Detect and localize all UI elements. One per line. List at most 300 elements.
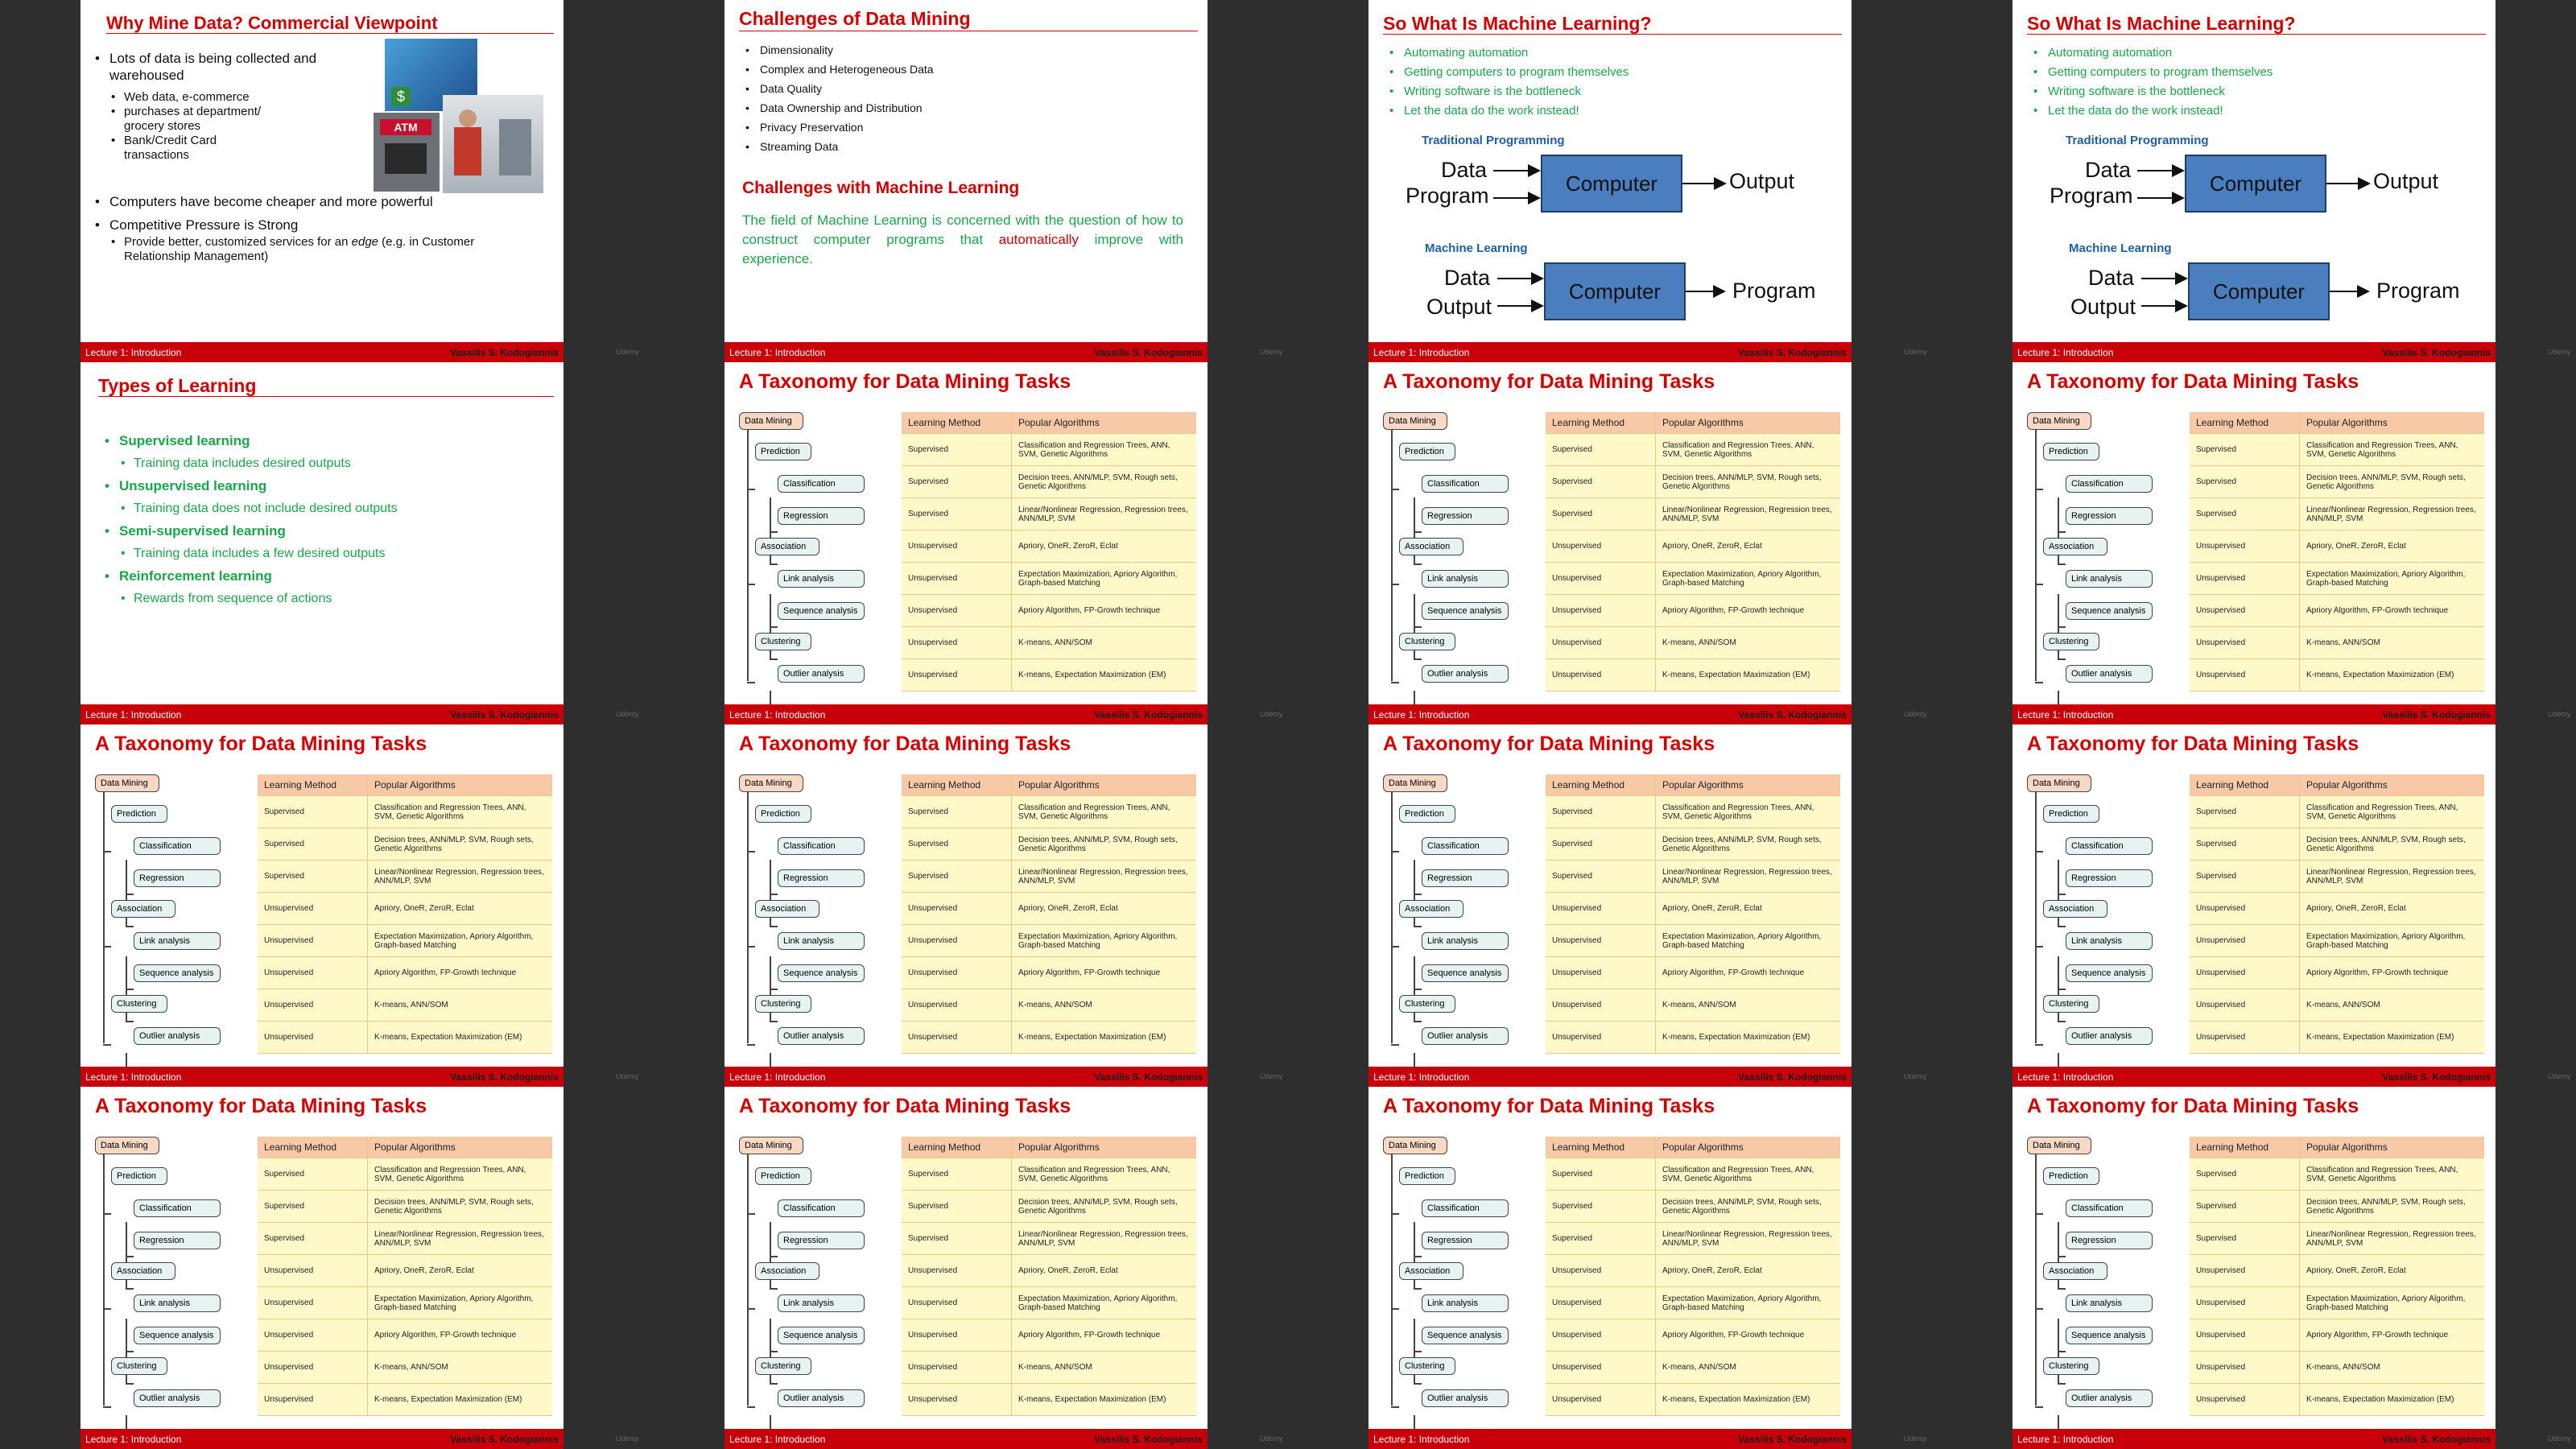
- method-cell: Unsupervised: [902, 1352, 1012, 1384]
- table-row: [1546, 1022, 1840, 1054]
- slide-title: So What Is Machine Learning?: [1383, 13, 1652, 34]
- bullet-pressure: • Competitive Pressure is Strong: [92, 217, 551, 233]
- node-sequence-analysis: Sequence analysis: [1422, 964, 1509, 982]
- method-cell: Unsupervised: [258, 1384, 368, 1416]
- algo-cell: Apriory, OneR, ZeroR, Eclat: [1656, 1255, 1841, 1287]
- algo-cell: Classification and Regression Trees, ANN, SVM, Genetic Algorithms: [1656, 434, 1841, 466]
- algo-cell: Decision trees, ANN/MLP, SVM, Rough sets, Genetic Algorithms: [1012, 466, 1197, 498]
- slide-taxonomy[interactable]: [724, 724, 1208, 1087]
- algo-cell: Decision trees, ANN/MLP, SVM, Rough sets, Genetic Algorithms: [2300, 828, 2485, 861]
- method-cell: Supervised: [902, 1191, 1012, 1223]
- table-row: [2190, 659, 2484, 691]
- udemy-watermark: Udemy: [2548, 1435, 2571, 1443]
- table-row: [902, 466, 1196, 498]
- node-classification: Classification: [778, 837, 865, 855]
- node-data-mining: Data Mining: [739, 774, 803, 792]
- table-row: [2190, 1384, 2484, 1416]
- algo-cell: K-means, Expectation Maximization (EM): [1656, 659, 1841, 691]
- table-row: [258, 1022, 552, 1054]
- slide-taxonomy[interactable]: [724, 362, 1208, 724]
- algo-cell: Decision trees, ANN/MLP, SVM, Rough sets, Genetic Algorithms: [1656, 1191, 1841, 1223]
- node-link-analysis: Link analysis: [1422, 932, 1509, 950]
- col-learning-method: Learning Method: [2190, 774, 2300, 796]
- node-clustering: Clustering: [755, 633, 811, 650]
- node-link-analysis: Link analysis: [1422, 570, 1509, 588]
- node-classification: Classification: [2066, 837, 2153, 855]
- method-cell: Unsupervised: [902, 925, 1012, 957]
- footer-lecture: Lecture 1: Introduction: [729, 346, 826, 358]
- method-cell: Supervised: [2190, 1191, 2300, 1223]
- algo-cell: Classification and Regression Trees, ANN, SVM, Genetic Algorithms: [1012, 434, 1197, 466]
- node-link-analysis: Link analysis: [778, 570, 865, 588]
- node-link-analysis: Link analysis: [2066, 570, 2153, 588]
- type-semi-supervised: • Semi-supervised learning: [101, 520, 398, 543]
- bullet-computers: • Computers have become cheaper and more powerful: [92, 193, 551, 210]
- node-clustering: Clustering: [1399, 1357, 1455, 1375]
- col-learning-method: Learning Method: [902, 1137, 1012, 1158]
- method-cell: Unsupervised: [902, 530, 1012, 563]
- machine-learning-label: Machine Learning: [2069, 242, 2172, 255]
- table-row: [2190, 989, 2484, 1022]
- algorithms-table: [2190, 1137, 2484, 1416]
- algo-cell: Classification and Regression Trees, ANN, SVM, Genetic Algorithms: [1656, 796, 1841, 828]
- algo-cell: Apriory Algorithm, FP-Growth technique: [2300, 595, 2485, 627]
- table-row: [902, 1158, 1196, 1191]
- footer-author: Vassilis S. Kodogiannis: [1738, 708, 1847, 720]
- table-row: [2190, 466, 2484, 498]
- dollar-icon: $: [391, 87, 411, 106]
- node-classification: Classification: [1422, 837, 1509, 855]
- footer-lecture: Lecture 1: Introduction: [85, 346, 182, 358]
- algo-cell: Classification and Regression Trees, ANN, SVM, Genetic Algorithms: [1012, 1158, 1197, 1191]
- algo-cell: Expectation Maximization, Apriory Algorithm, Graph-based Matching: [1656, 1287, 1841, 1319]
- algo-cell: K-means, Expectation Maximization (EM): [1012, 659, 1197, 691]
- node-prediction: Prediction: [755, 1167, 811, 1185]
- col-learning-method: Learning Method: [258, 774, 368, 796]
- node-classification: Classification: [134, 1199, 221, 1217]
- method-cell: Unsupervised: [2190, 989, 2300, 1022]
- slide-taxonomy[interactable]: [2013, 362, 2496, 724]
- slide-types-of-learning[interactable]: [80, 362, 564, 724]
- node-prediction: Prediction: [2043, 1167, 2099, 1185]
- algo-cell: Linear/Nonlinear Regression, Regression trees, ANN/MLP, SVM: [1012, 498, 1197, 530]
- input-program-label: Program: [2050, 184, 2133, 208]
- node-outlier-analysis: Outlier analysis: [778, 1389, 865, 1407]
- node-prediction: Prediction: [2043, 443, 2099, 460]
- node-outlier-analysis: Outlier analysis: [1422, 665, 1509, 683]
- table-row: [902, 434, 1196, 466]
- node-outlier-analysis: Outlier analysis: [2066, 665, 2153, 683]
- algo-cell: Classification and Regression Trees, ANN, SVM, Genetic Algorithms: [368, 1158, 553, 1191]
- method-cell: Unsupervised: [2190, 563, 2300, 595]
- algo-cell: K-means, ANN/SOM: [2300, 989, 2485, 1022]
- tree-nodes: [2027, 412, 2188, 718]
- method-cell: Unsupervised: [902, 1287, 1012, 1319]
- slide-footer: [2013, 342, 2496, 362]
- method-cell: Unsupervised: [2190, 957, 2300, 989]
- udemy-watermark: Udemy: [616, 1072, 639, 1080]
- title-underline: [106, 33, 554, 34]
- ml-bullet: • Getting computers to program themselves: [1386, 63, 1629, 82]
- udemy-watermark: Udemy: [2548, 710, 2571, 718]
- method-cell: Unsupervised: [902, 957, 1012, 989]
- method-cell: Supervised: [902, 796, 1012, 828]
- node-data-mining: Data Mining: [1383, 1137, 1447, 1154]
- node-regression: Regression: [778, 1232, 865, 1249]
- node-regression: Regression: [1422, 869, 1509, 887]
- tree-nodes: [95, 1137, 256, 1443]
- slide-footer: [2013, 1429, 2496, 1449]
- footer-lecture: Lecture 1: Introduction: [85, 708, 182, 720]
- method-cell: Supervised: [258, 1191, 368, 1223]
- challenges-list: [742, 40, 934, 156]
- col-popular-algorithms: Popular Algorithms: [1012, 412, 1197, 434]
- type-sub: • Rewards from sequence of actions: [101, 588, 398, 610]
- method-cell: Supervised: [902, 434, 1012, 466]
- slide-footer: [2013, 704, 2496, 724]
- method-cell: Unsupervised: [258, 1022, 368, 1054]
- challenge-item: • Dimensionality: [742, 40, 934, 60]
- node-association: Association: [1399, 1262, 1463, 1280]
- slide-why-mine-data[interactable]: [80, 0, 564, 362]
- slide-taxonomy[interactable]: [2013, 724, 2496, 1087]
- table-row: [902, 659, 1196, 691]
- slide-taxonomy[interactable]: [1368, 362, 1852, 724]
- algo-cell: K-means, Expectation Maximization (EM): [2300, 1022, 2485, 1054]
- algo-cell: Classification and Regression Trees, ANN, SVM, Genetic Algorithms: [368, 796, 553, 828]
- algo-cell: K-means, Expectation Maximization (EM): [1656, 1022, 1841, 1054]
- method-cell: Unsupervised: [1546, 530, 1656, 563]
- slide-what-is-ml[interactable]: [2013, 0, 2496, 362]
- table-row: [1546, 1319, 1840, 1352]
- slide-taxonomy[interactable]: [2013, 1087, 2496, 1449]
- method-cell: Unsupervised: [258, 1319, 368, 1352]
- method-cell: Unsupervised: [1546, 1319, 1656, 1352]
- node-data-mining: Data Mining: [2027, 774, 2091, 792]
- udemy-watermark: Udemy: [1260, 348, 1283, 356]
- slide-title: A Taxonomy for Data Mining Tasks: [739, 370, 1071, 393]
- algo-cell: Linear/Nonlinear Regression, Regression trees, ANN/MLP, SVM: [1012, 861, 1197, 893]
- node-outlier-analysis: Outlier analysis: [778, 1027, 865, 1045]
- learning-types-list: [101, 430, 398, 610]
- table-row: [1546, 893, 1840, 925]
- method-cell: Unsupervised: [1546, 1022, 1656, 1054]
- node-data-mining: Data Mining: [739, 412, 803, 430]
- col-learning-method: Learning Method: [902, 774, 1012, 796]
- algo-cell: Expectation Maximization, Apriory Algorithm, Graph-based Matching: [1012, 925, 1197, 957]
- computer-box: Computer: [2185, 155, 2326, 213]
- slide-title: A Taxonomy for Data Mining Tasks: [739, 733, 1071, 755]
- table-row: [2190, 1223, 2484, 1255]
- table-row: [902, 1287, 1196, 1319]
- tree-nodes: [95, 774, 256, 1080]
- footer-lecture: Lecture 1: Introduction: [85, 1071, 182, 1083]
- col-popular-algorithms: Popular Algorithms: [1656, 412, 1841, 434]
- algo-cell: Linear/Nonlinear Regression, Regression trees, ANN/MLP, SVM: [1012, 1223, 1197, 1255]
- node-clustering: Clustering: [111, 995, 167, 1013]
- algorithms-table: [1546, 412, 1840, 691]
- table-row: [2190, 893, 2484, 925]
- algo-cell: Apriory Algorithm, FP-Growth technique: [1656, 957, 1841, 989]
- tree-nodes: [739, 774, 900, 1080]
- bullet-list-2: [92, 193, 551, 264]
- method-cell: Unsupervised: [1546, 989, 1656, 1022]
- slide-title: A Taxonomy for Data Mining Tasks: [1383, 1095, 1715, 1117]
- node-classification: Classification: [778, 475, 865, 493]
- algo-cell: K-means, Expectation Maximization (EM): [368, 1022, 553, 1054]
- ml-bullet: • Let the data do the work instead!: [1386, 101, 1629, 121]
- node-data-mining: Data Mining: [2027, 412, 2091, 430]
- input-program-label: Program: [1406, 184, 1489, 208]
- footer-lecture: Lecture 1: Introduction: [85, 1433, 182, 1445]
- algo-cell: Apriory, OneR, ZeroR, Eclat: [1012, 1255, 1197, 1287]
- col-popular-algorithms: Popular Algorithms: [2300, 412, 2485, 434]
- footer-lecture: Lecture 1: Introduction: [1373, 708, 1470, 720]
- node-sequence-analysis: Sequence analysis: [2066, 1327, 2153, 1344]
- algo-cell: K-means, ANN/SOM: [1012, 1352, 1197, 1384]
- method-cell: Unsupervised: [2190, 530, 2300, 563]
- ml-output-label: Output: [2070, 295, 2136, 319]
- method-cell: Supervised: [2190, 1223, 2300, 1255]
- node-prediction: Prediction: [2043, 805, 2099, 823]
- table-row: [902, 893, 1196, 925]
- bullet-data-collected: • Lots of data is being collected and warehoused: [92, 50, 365, 84]
- ml-bullet: • Writing software is the bottleneck: [1386, 82, 1629, 101]
- table-row: [258, 1223, 552, 1255]
- method-cell: Unsupervised: [258, 1287, 368, 1319]
- method-cell: Unsupervised: [2190, 1255, 2300, 1287]
- algo-cell: Apriory Algorithm, FP-Growth technique: [368, 1319, 553, 1352]
- challenge-item: • Privacy Preservation: [742, 118, 934, 137]
- atm-screen: [385, 143, 427, 174]
- table-row: [258, 861, 552, 893]
- method-cell: Supervised: [1546, 1158, 1656, 1191]
- type-supervised: • Supervised learning: [101, 430, 398, 452]
- node-clustering: Clustering: [111, 1357, 167, 1375]
- col-learning-method: Learning Method: [2190, 412, 2300, 434]
- method-cell: Unsupervised: [2190, 893, 2300, 925]
- slide-taxonomy[interactable]: [1368, 724, 1852, 1087]
- col-learning-method: Learning Method: [258, 1137, 368, 1158]
- ml-data-label: Data: [2088, 266, 2135, 290]
- udemy-watermark: Udemy: [2548, 1072, 2571, 1080]
- table-row: [902, 828, 1196, 861]
- node-regression: Regression: [134, 1232, 221, 1249]
- algo-cell: Apriory Algorithm, FP-Growth technique: [1012, 595, 1197, 627]
- algo-cell: Decision trees, ANN/MLP, SVM, Rough sets, Genetic Algorithms: [1012, 828, 1197, 861]
- table-row: [2190, 925, 2484, 957]
- method-cell: Supervised: [902, 861, 1012, 893]
- algo-cell: K-means, ANN/SOM: [368, 1352, 553, 1384]
- ml-program-label: Program: [1732, 279, 1816, 303]
- algo-cell: Classification and Regression Trees, ANN, SVM, Genetic Algorithms: [1656, 1158, 1841, 1191]
- node-sequence-analysis: Sequence analysis: [134, 964, 221, 982]
- algo-cell: Decision trees, ANN/MLP, SVM, Rough sets, Genetic Algorithms: [2300, 466, 2485, 498]
- tree-nodes: [2027, 774, 2188, 1080]
- algo-cell: Linear/Nonlinear Regression, Regression trees, ANN/MLP, SVM: [2300, 1223, 2485, 1255]
- tree-nodes: [739, 412, 900, 718]
- method-cell: Supervised: [258, 1158, 368, 1191]
- type-sub: • Training data includes a few desired outputs: [101, 543, 398, 565]
- method-cell: Unsupervised: [1546, 659, 1656, 691]
- node-link-analysis: Link analysis: [134, 932, 221, 950]
- node-outlier-analysis: Outlier analysis: [2066, 1027, 2153, 1045]
- method-cell: Unsupervised: [902, 627, 1012, 659]
- method-cell: Unsupervised: [258, 1255, 368, 1287]
- table-row: [902, 925, 1196, 957]
- algorithms-table: [2190, 412, 2484, 691]
- slide-title: Why Mine Data? Commercial Viewpoint: [106, 13, 438, 33]
- algo-cell: Expectation Maximization, Apriory Algorithm, Graph-based Matching: [2300, 563, 2485, 595]
- table-row: [2190, 1022, 2484, 1054]
- node-classification: Classification: [2066, 475, 2153, 493]
- method-cell: Unsupervised: [902, 563, 1012, 595]
- footer-lecture: Lecture 1: Introduction: [1373, 346, 1470, 358]
- ml-challenges-title: Challenges with Machine Learning: [742, 179, 1020, 197]
- algo-cell: K-means, ANN/SOM: [1656, 989, 1841, 1022]
- udemy-watermark: Udemy: [1260, 710, 1283, 718]
- challenge-item: • Data Ownership and Distribution: [742, 98, 934, 118]
- node-prediction: Prediction: [1399, 805, 1455, 823]
- tree-nodes: [739, 1137, 900, 1443]
- node-regression: Regression: [134, 869, 221, 887]
- table-row: [2190, 1352, 2484, 1384]
- node-data-mining: Data Mining: [95, 1137, 159, 1154]
- algo-cell: Apriory Algorithm, FP-Growth technique: [2300, 1319, 2485, 1352]
- algo-cell: K-means, ANN/SOM: [1012, 627, 1197, 659]
- method-cell: Unsupervised: [902, 893, 1012, 925]
- slide-taxonomy[interactable]: [1368, 1087, 1852, 1449]
- col-popular-algorithms: Popular Algorithms: [1656, 1137, 1841, 1158]
- footer-author: Vassilis S. Kodogiannis: [2382, 346, 2491, 358]
- node-regression: Regression: [778, 869, 865, 887]
- method-cell: Supervised: [258, 828, 368, 861]
- table-row: [1546, 925, 1840, 957]
- col-learning-method: Learning Method: [1546, 774, 1656, 796]
- method-cell: Supervised: [2190, 828, 2300, 861]
- table-row: [258, 796, 552, 828]
- node-classification: Classification: [134, 837, 221, 855]
- slide-footer: [724, 1429, 1208, 1449]
- method-cell: Unsupervised: [258, 957, 368, 989]
- ml-data-label: Data: [1444, 266, 1491, 290]
- algo-cell: K-means, ANN/SOM: [2300, 1352, 2485, 1384]
- udemy-watermark: Udemy: [616, 348, 639, 356]
- slide-taxonomy[interactable]: [724, 1087, 1208, 1449]
- footer-author: Vassilis S. Kodogiannis: [1738, 1433, 1847, 1445]
- table-row: [1546, 796, 1840, 828]
- slide-challenges[interactable]: [724, 0, 1208, 362]
- table-row: [258, 1352, 552, 1384]
- slide-footer: [1368, 1067, 1852, 1087]
- method-cell: Supervised: [1546, 498, 1656, 530]
- node-clustering: Clustering: [1399, 633, 1455, 650]
- table-row: [2190, 434, 2484, 466]
- table-row: [902, 595, 1196, 627]
- col-popular-algorithms: Popular Algorithms: [368, 1137, 553, 1158]
- table-row: [1546, 434, 1840, 466]
- slide-title: A Taxonomy for Data Mining Tasks: [739, 1095, 1071, 1117]
- table-row: [1546, 1352, 1840, 1384]
- table-row: [2190, 530, 2484, 563]
- node-link-analysis: Link analysis: [134, 1294, 221, 1312]
- algo-cell: Classification and Regression Trees, ANN, SVM, Genetic Algorithms: [2300, 434, 2485, 466]
- node-outlier-analysis: Outlier analysis: [134, 1027, 221, 1045]
- slide-title: A Taxonomy for Data Mining Tasks: [1383, 370, 1715, 393]
- algo-cell: Apriory Algorithm, FP-Growth technique: [2300, 957, 2485, 989]
- algo-cell: Classification and Regression Trees, ANN, SVM, Genetic Algorithms: [2300, 1158, 2485, 1191]
- output-label: Output: [2373, 169, 2439, 193]
- footer-author: Vassilis S. Kodogiannis: [2382, 708, 2491, 720]
- method-cell: Unsupervised: [902, 989, 1012, 1022]
- col-popular-algorithms: Popular Algorithms: [2300, 774, 2485, 796]
- algo-cell: Expectation Maximization, Apriory Algorithm, Graph-based Matching: [368, 925, 553, 957]
- algo-cell: Apriory, OneR, ZeroR, Eclat: [1012, 530, 1197, 563]
- table-row: [258, 925, 552, 957]
- col-popular-algorithms: Popular Algorithms: [368, 774, 553, 796]
- table-row: [2190, 595, 2484, 627]
- table-row: [902, 1255, 1196, 1287]
- node-data-mining: Data Mining: [1383, 412, 1447, 430]
- table-row: [258, 1158, 552, 1191]
- ml-bullet: • Writing software is the bottleneck: [2030, 82, 2273, 101]
- traditional-programming-label: Traditional Programming: [1422, 134, 1565, 147]
- method-cell: Unsupervised: [902, 1319, 1012, 1352]
- algo-cell: Decision trees, ANN/MLP, SVM, Rough sets, Genetic Algorithms: [1656, 466, 1841, 498]
- udemy-watermark: Udemy: [1904, 710, 1927, 718]
- udemy-watermark: Udemy: [1904, 1435, 1927, 1443]
- node-association: Association: [1399, 900, 1463, 918]
- node-regression: Regression: [2066, 869, 2153, 887]
- algorithms-table: [2190, 774, 2484, 1054]
- algo-cell: Apriory, OneR, ZeroR, Eclat: [1012, 893, 1197, 925]
- method-cell: Unsupervised: [2190, 1319, 2300, 1352]
- method-cell: Unsupervised: [2190, 627, 2300, 659]
- table-row: [258, 1319, 552, 1352]
- method-cell: Supervised: [2190, 466, 2300, 498]
- node-link-analysis: Link analysis: [778, 1294, 865, 1312]
- slide-taxonomy[interactable]: [80, 724, 564, 1087]
- shoppers-image: [443, 95, 543, 193]
- udemy-watermark: Udemy: [616, 710, 639, 718]
- table-row: [902, 1223, 1196, 1255]
- footer-author: Vassilis S. Kodogiannis: [1094, 346, 1203, 358]
- method-cell: Unsupervised: [1546, 1255, 1656, 1287]
- algo-cell: K-means, ANN/SOM: [368, 989, 553, 1022]
- tree-nodes: [2027, 1137, 2188, 1443]
- node-sequence-analysis: Sequence analysis: [778, 964, 865, 982]
- slide-taxonomy[interactable]: [80, 1087, 564, 1449]
- computer-box: Computer: [1541, 155, 1682, 213]
- algo-cell: Linear/Nonlinear Regression, Regression trees, ANN/MLP, SVM: [2300, 498, 2485, 530]
- node-data-mining: Data Mining: [739, 1137, 803, 1154]
- method-cell: Supervised: [1546, 828, 1656, 861]
- method-cell: Unsupervised: [2190, 1022, 2300, 1054]
- output-label: Output: [1729, 169, 1795, 193]
- col-learning-method: Learning Method: [1546, 1137, 1656, 1158]
- table-row: [1546, 828, 1840, 861]
- node-data-mining: Data Mining: [2027, 1137, 2091, 1154]
- person-head: [459, 109, 477, 127]
- node-regression: Regression: [778, 507, 865, 525]
- algo-cell: Decision trees, ANN/MLP, SVM, Rough sets, Genetic Algorithms: [2300, 1191, 2485, 1223]
- slide-title: A Taxonomy for Data Mining Tasks: [95, 733, 427, 755]
- method-cell: Unsupervised: [902, 659, 1012, 691]
- col-learning-method: Learning Method: [2190, 1137, 2300, 1158]
- slide-what-is-ml[interactable]: [1368, 0, 1852, 362]
- atm-image: [374, 113, 440, 192]
- slide-footer: [724, 1067, 1208, 1087]
